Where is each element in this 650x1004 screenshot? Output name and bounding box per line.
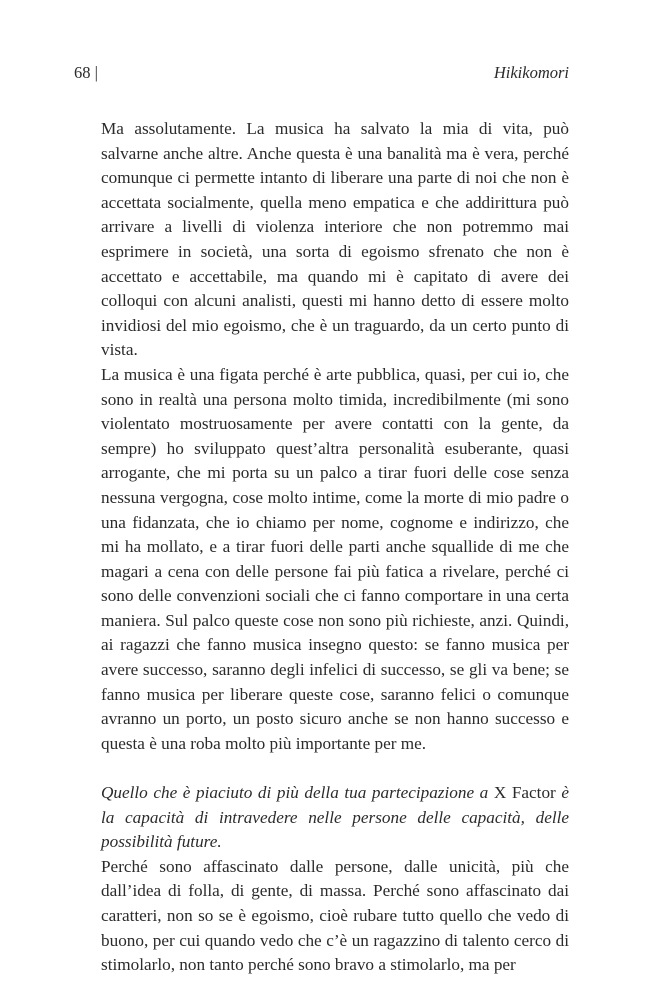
interview-question [101,781,569,855]
question-text-end: è la capacità di intravedere nelle persone delle capacità, delle possibilità future. [101,783,569,852]
answer-paragraph-3: Perché sono affascinato dalle persone, dalle unicità, più che dall’idea di folla, di gente, di massa. Perché sono affascinato dai caratteri, non so se è egoismo, cioè rubare tutto quello che vedo di buono, per cui quando vedo che c’è un ragazzino di talento cerco di stimolarlo, non tanto perché sono bravo a stimolarlo, ma per [101,856,569,975]
body-text [101,117,569,978]
answer-paragraph-2: La musica è una figata perché è arte pubblica, quasi, per cui io, che sono in realtà una persona molto timida, incredibilmente (mi sono violentato mostruosamente per avere contatti con la gente, da sempre) ho sviluppato quest’altra personalità esuberante, quasi arrogante, che mi porta su un palco a tirar fuori delle cose senza nessuna vergogna, cose molto intime, come la morte di mio padre o una fidanzata, che io chiamo per nome, cognome e indirizzo, che mi ha mollato, e a tirar fuori delle parti anche squallide di me che magari a cena con delle persone fai più fatica a rivelare, perché ci sono delle convenzioni sociali che ci fanno comportare in una certa maniera. Sul palco queste cose non sono più richieste, anzi. Quindi, ai ragazzi che fanno musica insegno questo: se fanno musica per avere successo, saranno degli infelici di successo, se gli va bene; se fanno musica per liberare queste cose, saranno felici o comunque avranno un porto, un posto sicuro anche se non hanno successo e questa è una roba molto più importante per me. [101,364,569,753]
answer-paragraph-1: Ma assolutamente. La musica ha salvato la mia di vita, può salvarne anche altre. Anche questa è una banalità ma è vera, perché comunque ci permette intanto di liberare una parte di noi che non è accettata socialmente, quella meno empatica e che addirittura può arrivare a livelli di violenza interiore che non potremmo mai esprimere in società, una sorta di egoismo sfrenato che non è accettato e accettabile, ma quando mi è capitato di avere dei colloqui con alcuni analisti, questi mi hanno detto di essere molto invidiosi del mio egoismo, che è un traguardo, da un certo punto di vista. [101,119,569,360]
show-title: X Factor [493,783,556,803]
book-title: Hikikomori [493,63,569,82]
running-header [74,60,569,86]
paragraph-spacer [101,756,569,781]
question-text-start: Quello che è piaciuto di più della tua partecipazione a [101,783,494,803]
page-number: 68 | [74,63,98,82]
